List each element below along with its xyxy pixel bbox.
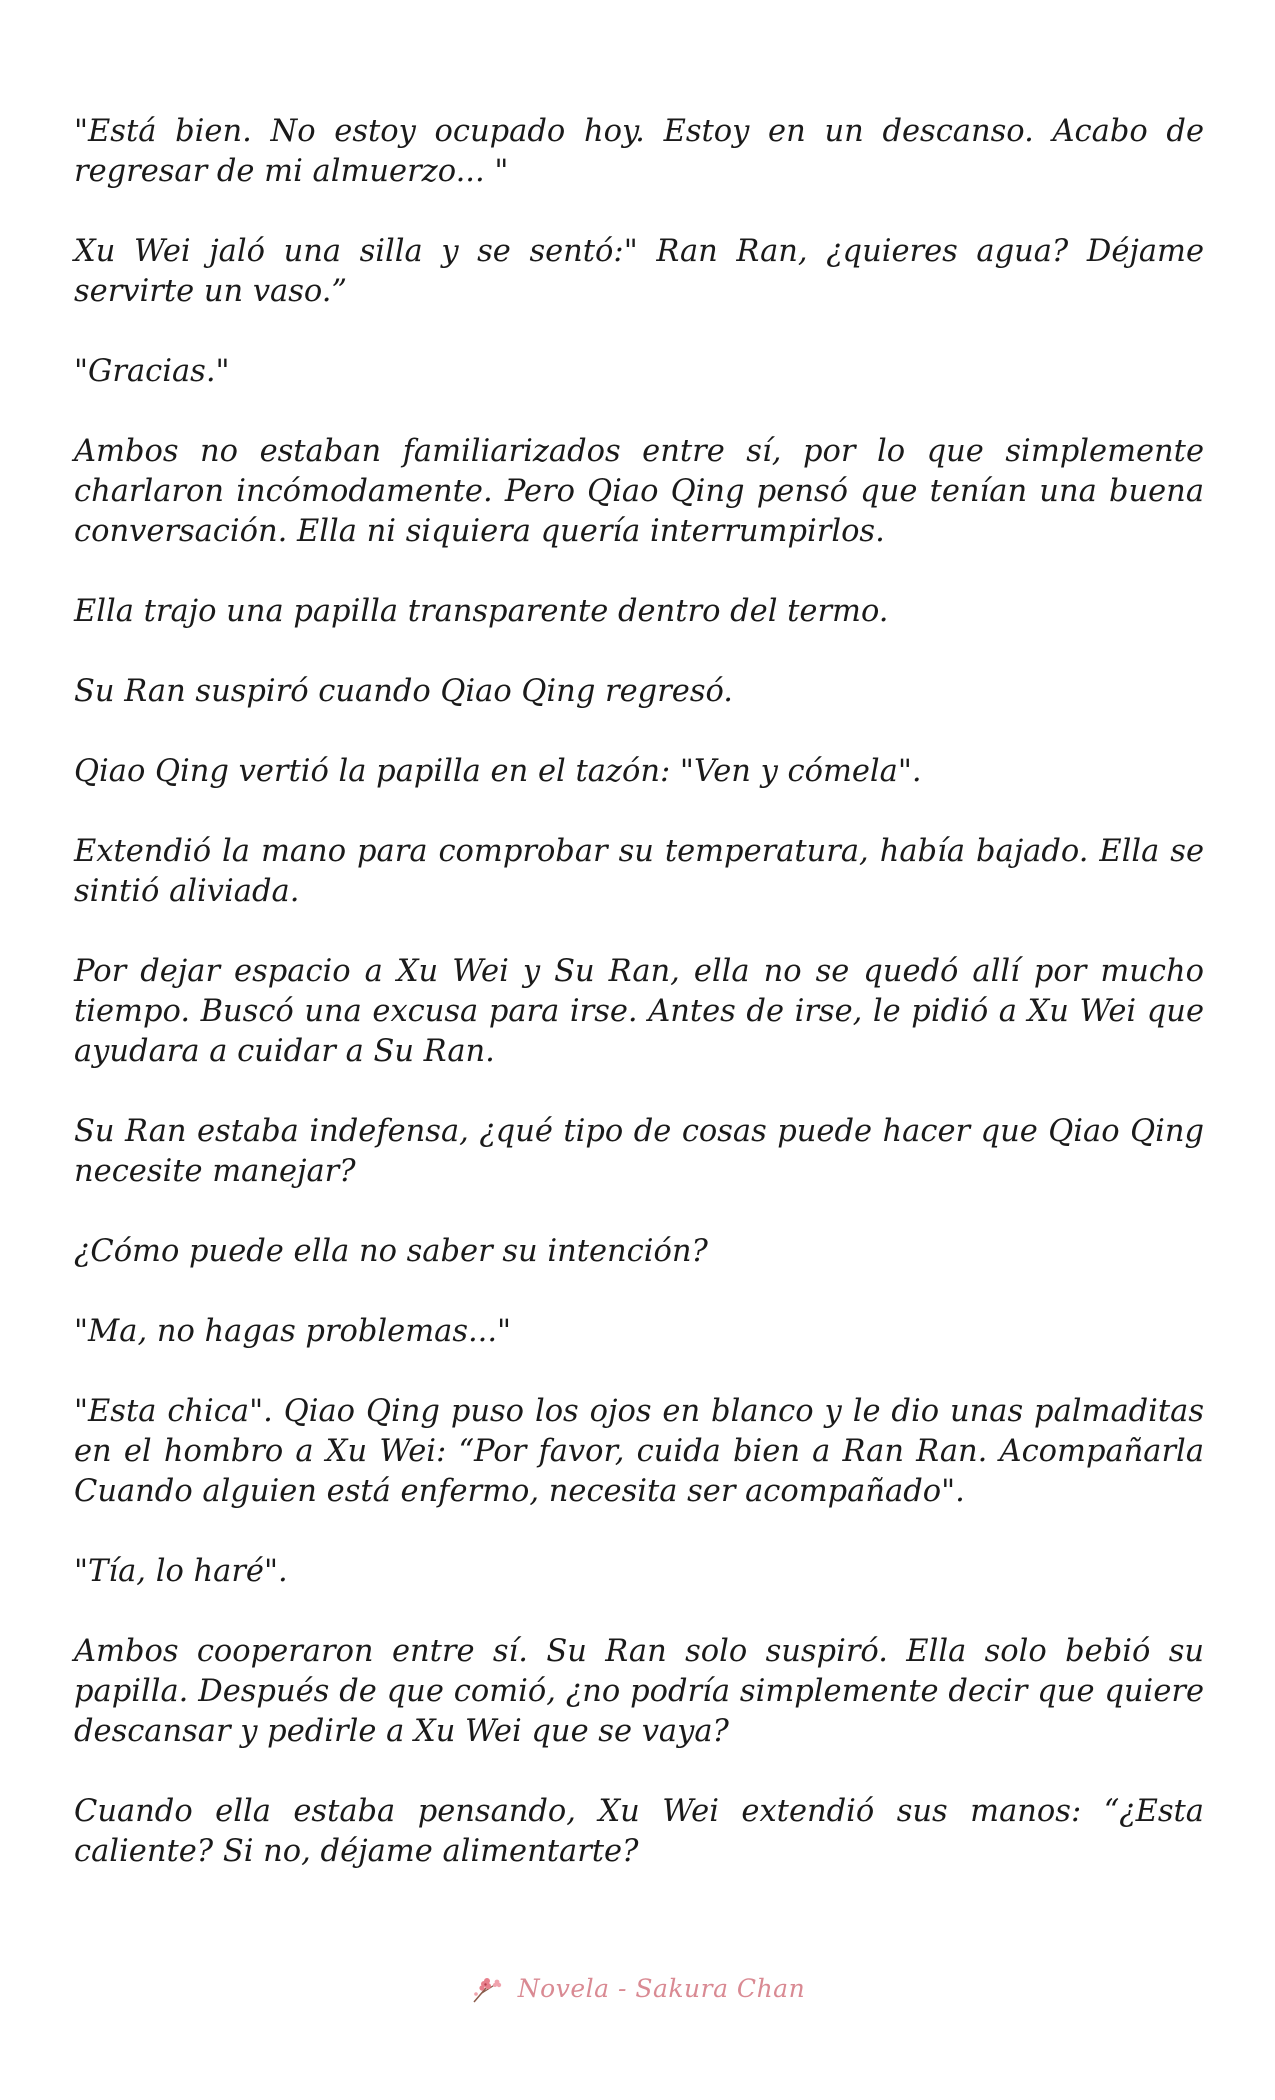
paragraph-10: Su Ran estaba indefensa, ¿qué tipo de cosas puede hacer que Qiao Qing necesite manejar? (74, 1114, 1204, 1189)
paragraph-2: Xu Wei jaló una silla y se sentó:" Ran Ran, ¿quieres agua? Déjame servirte un vaso.” (74, 234, 1204, 309)
paragraph-6: Su Ran suspiró cuando Qiao Qing regresó. (74, 674, 733, 709)
footer-text: Novela - Sakura Chan (517, 1974, 806, 2003)
paragraph-9: Por dejar espacio a Xu Wei y Su Ran, ella no se quedó allí por mucho tiempo. Buscó una excusa para irse. Antes de irse, le pidió a Xu Wei que ayudara a cuidar a Su Ran. (74, 954, 1204, 1069)
footer-watermark (0, 1972, 1275, 2004)
paragraph-3: "Gracias." (74, 354, 230, 389)
paragraph-13: "Esta chica". Qiao Qing puso los ojos en blanco y le dio unas palmaditas en el hombro a Xu Wei: “Por favor, cuida bien a Ran Ran. Acompañarla Cuando alguien está enfermo, necesita ser acompañado". (74, 1394, 1204, 1509)
document-body (74, 112, 1204, 1912)
paragraph-12: "Ma, no hagas problemas..." (74, 1314, 512, 1349)
paragraph-16: Cuando ella estaba pensando, Xu Wei extendió sus manos: “¿Esta caliente? Si no, déjame alimentarte? (74, 1794, 1204, 1869)
paragraph-1: "Está bien. No estoy ocupado hoy. Estoy en un descanso. Acabo de regresar de mi almuerzo... " (74, 114, 1204, 189)
paragraph-4: Ambos no estaban familiarizados entre sí, por lo que simplemente charlaron incómodamente. Pero Qiao Qing pensó que tenían una buena conversación. Ella ni siquiera quería interrumpirlos. (74, 434, 1204, 549)
paragraph-14: "Tía, lo haré". (74, 1554, 288, 1589)
paragraph-5: Ella trajo una papilla transparente dentro del termo. (74, 594, 889, 629)
paragraph-15: Ambos cooperaron entre sí. Su Ran solo suspiró. Ella solo bebió su papilla. Después de que comió, ¿no podría simplemente decir que quiere descansar y pedirle a Xu Wei que se vaya? (74, 1634, 1204, 1749)
sakura-flower-icon (470, 1974, 504, 2004)
paragraph-11: ¿Cómo puede ella no saber su intención? (74, 1234, 708, 1269)
paragraph-7: Qiao Qing vertió la papilla en el tazón: "Ven y cómela". (74, 754, 922, 789)
paragraph-8: Extendió la mano para comprobar su temperatura, había bajado. Ella se sintió aliviada. (74, 834, 1204, 909)
